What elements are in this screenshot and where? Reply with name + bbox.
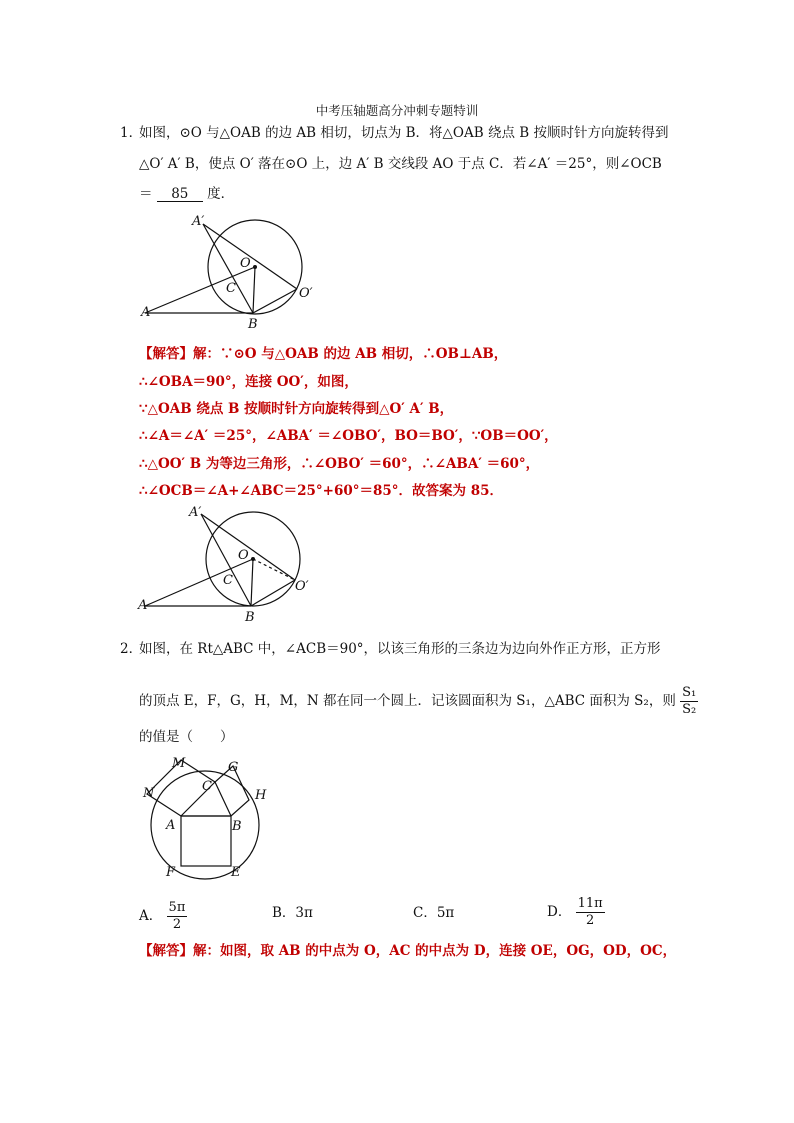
- q1-answer-blank: 85: [157, 187, 203, 202]
- q2-option-a-fraction: [167, 900, 188, 933]
- q1-center-dot: [253, 265, 257, 269]
- q1-solution-line-1: [139, 345, 507, 363]
- q2-option-d-letter: D．: [547, 904, 572, 920]
- q2-option-b[interactable]: [272, 904, 313, 922]
- q2-ratio-numerator: S₁: [682, 685, 697, 700]
- q1s-label-o: O: [238, 548, 249, 563]
- q2-option-d-num: 11π: [577, 896, 603, 911]
- q2-square-ab: [181, 816, 231, 866]
- q1-label-o-prime: O′: [299, 286, 313, 301]
- q2-option-a-letter: A．: [139, 908, 163, 924]
- q1-line3-suffix: 度．: [207, 186, 235, 202]
- q1-figure: [135, 208, 335, 336]
- q1s-label-o-prime: O′: [295, 579, 309, 594]
- q1s-label-a-prime: A′: [189, 505, 202, 520]
- q1-solution-tag: 【解答】: [139, 346, 193, 362]
- q2-line1: 如图，在 Rt△ABC 中，∠ACB＝90°，以该三角形的三条边为边向外作正方形，正方形: [139, 641, 661, 657]
- q1-number: 1．: [120, 125, 143, 141]
- q1-line3-prefix: ＝: [139, 186, 153, 202]
- q1-solution-figure: [135, 500, 335, 628]
- q1-label-a-prime: A′: [192, 214, 205, 229]
- q1s-line-ob: [251, 559, 253, 606]
- q1-line-ao: [145, 267, 255, 313]
- q2-solution-tag: 【解答】: [139, 943, 193, 959]
- q2-label-a: A: [166, 818, 176, 833]
- q2-option-d-den: 2: [586, 913, 595, 928]
- q1s-line-ao: [145, 559, 253, 606]
- q1s-label-c: C: [223, 573, 233, 588]
- q1-solution-line-6: ∴∠OCB＝∠A+∠ABC＝25°+60°＝85°．故答案为 85．: [139, 483, 504, 499]
- q2-line2: [139, 685, 698, 718]
- q2-option-c[interactable]: [413, 904, 454, 922]
- q2-label-n: N: [143, 786, 155, 801]
- q2-figure: [135, 752, 275, 887]
- q2-option-a[interactable]: [139, 900, 187, 933]
- q1-line3: [139, 185, 234, 203]
- q1-line2: △O′ A′ B，使点 O′ 落在⊙O 上，边 A′ B 交线段 AO 于点 C．若∠A′ ＝25°，则∠OCB: [139, 156, 662, 172]
- q1-label-c: C: [226, 281, 236, 296]
- q2-ratio-denominator: S₂: [682, 702, 697, 717]
- q2-line3: 的值是（ ）: [139, 729, 234, 745]
- q2-label-b: B: [232, 819, 242, 834]
- q1-label-b: B: [248, 317, 258, 332]
- q2-label-g: G: [228, 760, 239, 775]
- page-title: 中考压轴题高分冲刺专题特训: [315, 103, 479, 118]
- q1s-line-a-prime-o-prime: [201, 514, 295, 580]
- q1-solution-text-1: 解：∵⊙O 与△OAB 的边 AB 相切，∴OB⊥AB，: [193, 346, 508, 362]
- q1s-line-oo-prime-dashed: [253, 559, 295, 580]
- q1-label-o: O: [240, 256, 251, 271]
- q2-number: 2．: [120, 641, 143, 657]
- q1-solution-line-2: ∴∠OBA＝90°，连接 OO′，如图，: [139, 374, 358, 390]
- q2-ratio-fraction: [680, 685, 698, 718]
- q1-line1: 如图，⊙O 与△OAB 的边 AB 相切，切点为 B．将△OAB 绕点 B 按顺时针方向旋转得到: [139, 125, 669, 141]
- q2-option-d[interactable]: [547, 896, 605, 929]
- q2-label-h: H: [255, 788, 267, 803]
- q2-label-f: F: [166, 865, 176, 880]
- q1-line-ob: [253, 267, 255, 313]
- q1s-label-b: B: [245, 610, 255, 625]
- q1-solution-line-3: ∵△OAB 绕点 B 按顺时针方向旋转得到△O′ A′ B，: [139, 401, 454, 417]
- q2-option-a-den: 2: [172, 917, 182, 932]
- q1s-label-a: A: [138, 598, 148, 613]
- q2-solution-text: 解：如图，取 AB 的中点为 O，AC 的中点为 D，连接 OE，OG，OD，OC，: [193, 943, 677, 959]
- q2-line2-text: 的顶点 E，F，G，H，M，N 都在同一个圆上．记该圆面积为 S₁，△ABC 面积为 S₂，则: [139, 693, 676, 709]
- q2-solution-line-1: [139, 942, 676, 960]
- q2-option-c-text: 5π: [436, 905, 455, 921]
- q2-option-b-letter: B．: [272, 905, 296, 921]
- q1s-center-dot: [251, 557, 255, 561]
- q2-option-d-fraction: [576, 896, 605, 929]
- q2-label-c: C: [202, 779, 212, 794]
- q1-solution-line-4: ∴∠A＝∠A′ ＝25°，∠ABA′ ＝∠OBO′，BO＝BO′，∵OB＝OO′，: [139, 428, 558, 444]
- q1-solution-line-5: ∴△OO′ B 为等边三角形，∴∠OBO′ ＝60°，∴∠ABA′ ＝60°，: [139, 456, 540, 472]
- q1-label-a: A: [141, 305, 151, 320]
- q2-label-m: M: [172, 756, 186, 771]
- q2-option-b-text: 3π: [295, 905, 313, 921]
- q2-label-e: E: [231, 865, 241, 880]
- q2-option-a-num: 5π: [168, 900, 186, 915]
- q2-option-c-letter: C．: [413, 905, 437, 921]
